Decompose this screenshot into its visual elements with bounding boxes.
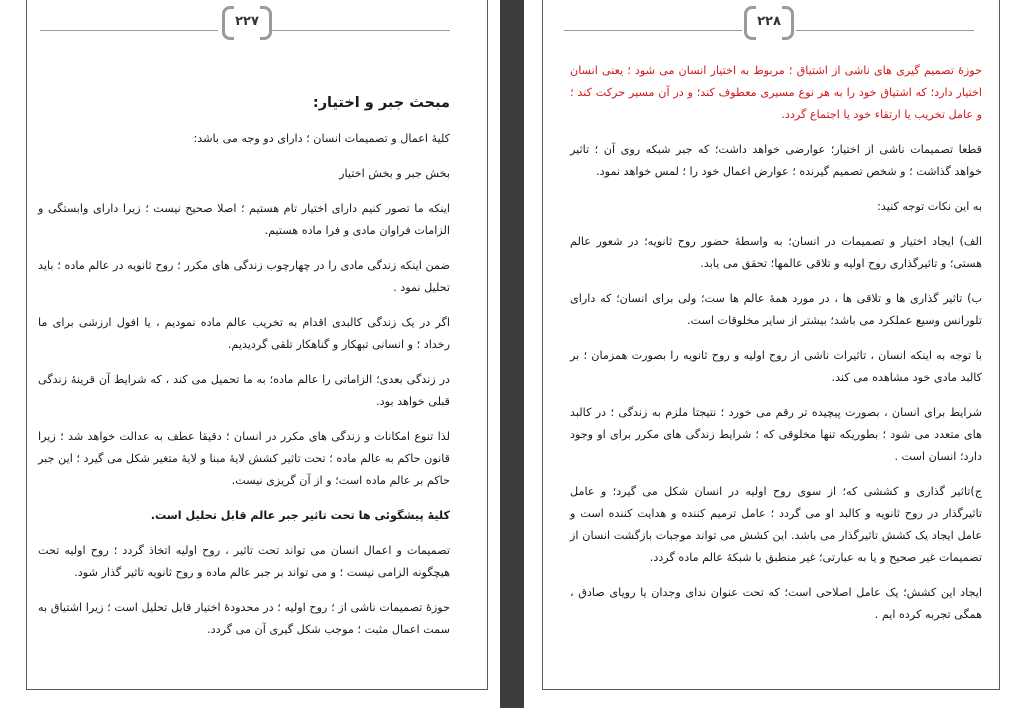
- paragraph: کلیهٔ اعمال و تصمیمات انسان ؛ دارای دو وجه می باشد:: [193, 132, 450, 145]
- bracket-right-icon: [782, 6, 794, 40]
- paragraph: تصمیمات و اعمال انسان می تواند تحت تاثیر ، روح اولیه اتخاذ گردد ؛ روح اولیه تحت هیچگونه الزامی نیست ؛ و می تواند بر جبر عالم ماده و روح ثانویه تاثیر گذار شود.: [38, 544, 450, 579]
- page-number: [744, 6, 794, 42]
- left-page: [0, 0, 500, 708]
- paragraph: ایجاد این کشش؛ یک عامل اصلاحی است؛ که تحت عنوان ندای وجدان یا رویای صادق ، همگی تجربه کرده ایم .: [570, 586, 982, 621]
- highlighted-paragraph: حوزهٔ تصمیم گیری های ناشی از اشتیاق ؛ مربوط به اختیار انسان می شود ؛ یعنی انسان اختیار دارد؛ که اشتیاق خود را به هر نوع مسیری معطوف کند؛ و در آن مسیر حرکت کند ؛ و عامل تخریب یا ارتقاء خود یا اجتماع گردد.: [570, 64, 982, 121]
- right-page-text: [570, 60, 982, 639]
- paragraph: به این نکات توجه کنید:: [877, 200, 982, 213]
- section-heading: مبحث جبر و اختیار:: [312, 95, 450, 111]
- paragraph: اگر در یک زندگی کالبدی اقدام به تخریب عالم ماده نمودیم ، یا افول ارزشی برای ما رخداد ؛ و انسانی تبهکار و گناهکار تلقی گردیدیم.: [38, 316, 450, 351]
- paragraph: ب) تاثیر گذاری ها و تلاقی ها ، در مورد همهٔ عالم ها ست؛ ولی برای انسان؛ که دارای تلورانس وسیع عملکرد می باشد؛ بیشتر از سایر مخلوقات است.: [570, 292, 982, 327]
- paragraph: اینکه ما تصور کنیم دارای اختیار تام هستیم ؛ اصلا صحیح نیست ؛ زیرا دارای وابستگی و الزامات فراوان مادی و فرا ماده هستیم.: [38, 202, 450, 237]
- paragraph: ج)تاثیر گذاری و کششی که؛ از سوی روح اولیه در انسان شکل می گیرد؛ و عامل تاثیرگذار در روح ثانویه و کالبد او می گردد ؛ عامل ترمیم کننده و هدایت کننده است و عامل ایجاد یک کشش تاثیرگذار می باشد. این کشش می تواند موجبات بازگشت انسان از تصمیمات غیر صحیح و یا به عبارتی؛ غیر منطبق با شبکهٔ عالم ماده گردد.: [570, 485, 982, 564]
- page-number-text: ۲۲۷: [235, 14, 259, 29]
- paragraph: در زندگی بعدی؛ الزاماتی را عالم ماده؛ به ما تحمیل می کند ، که شرایط آن قرینهٔ زندگی قبلی خواهد بود.: [38, 373, 450, 408]
- paragraph: شرایط برای انسان ، بصورت پیچیده تر رقم می خورد ؛ نتیجتا ملزم به زندگی ؛ در کالبد های متعدد می شود ؛ بطوریکه تنها مخلوقی که ؛ شرایط زندگی های مکرر برای او وجود دارد؛ انسان است .: [570, 406, 982, 463]
- bracket-right-icon: [260, 6, 272, 40]
- paragraph: الف) ایجاد اختیار و تصمیمات در انسان؛ به واسطهٔ حضور روح ثانویه؛ در شعور عالم هستی؛ و تاثیرگذاری روح اولیه و تلاقی عالمها؛ تحقق می یابد.: [570, 235, 982, 270]
- header-rule: [40, 30, 218, 31]
- paragraph: حوزهٔ تصمیمات ناشی از ؛ روح اولیه ؛ در محدودهٔ اختیار قابل تحلیل است ؛ زیرا اشتیاق به سمت اعمال مثبت ؛ موجب شکل گیری آن می گردد.: [38, 601, 450, 636]
- page-number: [222, 6, 272, 42]
- paragraph: با توجه به اینکه انسان ، تاثیرات ناشی از روح اولیه و روح ثانویه را بصورت همزمان ؛ بر کالبد مادی خود مشاهده می کند.: [570, 349, 982, 384]
- paragraph: بخش جبر و بخش اختیار: [339, 167, 450, 180]
- paragraph: ضمن اینکه زندگی مادی را در چهارچوب زندگی های مکرر ؛ روح ثانویه در عالم ماده ؛ باید تحلیل نمود .: [38, 259, 450, 294]
- header-rule: [564, 30, 742, 31]
- book-spine: [500, 0, 524, 708]
- page-number-text: ۲۲۸: [757, 14, 781, 29]
- left-page-text: [38, 86, 450, 654]
- right-page: [524, 0, 1024, 708]
- paragraph: لذا تنوع امکانات و زندگی های مکرر در انسان ؛ دقیقا عطف به عدالت خواهد شد ؛ زیرا قانون حاکم به عالم ماده ؛ تحت تاثیر کشش لایهٔ مبنا و لایهٔ متغیر شکل می گیرد ؛ این جبر حاکم بر عالم ماده است؛ و از آن گریزی نیست.: [38, 430, 450, 487]
- bold-statement: کلیهٔ پیشگوئی ها تحت تاثیر جبر عالم قابل تحلیل است.: [150, 509, 450, 522]
- header-rule: [272, 30, 450, 31]
- paragraph: قطعا تصمیمات ناشی از اختیار؛ عوارضی خواهد داشت؛ که جبر شبکه روی آن ؛ تاثیر خواهد گذاشت ؛ و شخص تصمیم گیرنده ؛ عوارض اعمال خود را ؛ لمس خواهد نمود.: [570, 143, 982, 178]
- header-rule: [796, 30, 974, 31]
